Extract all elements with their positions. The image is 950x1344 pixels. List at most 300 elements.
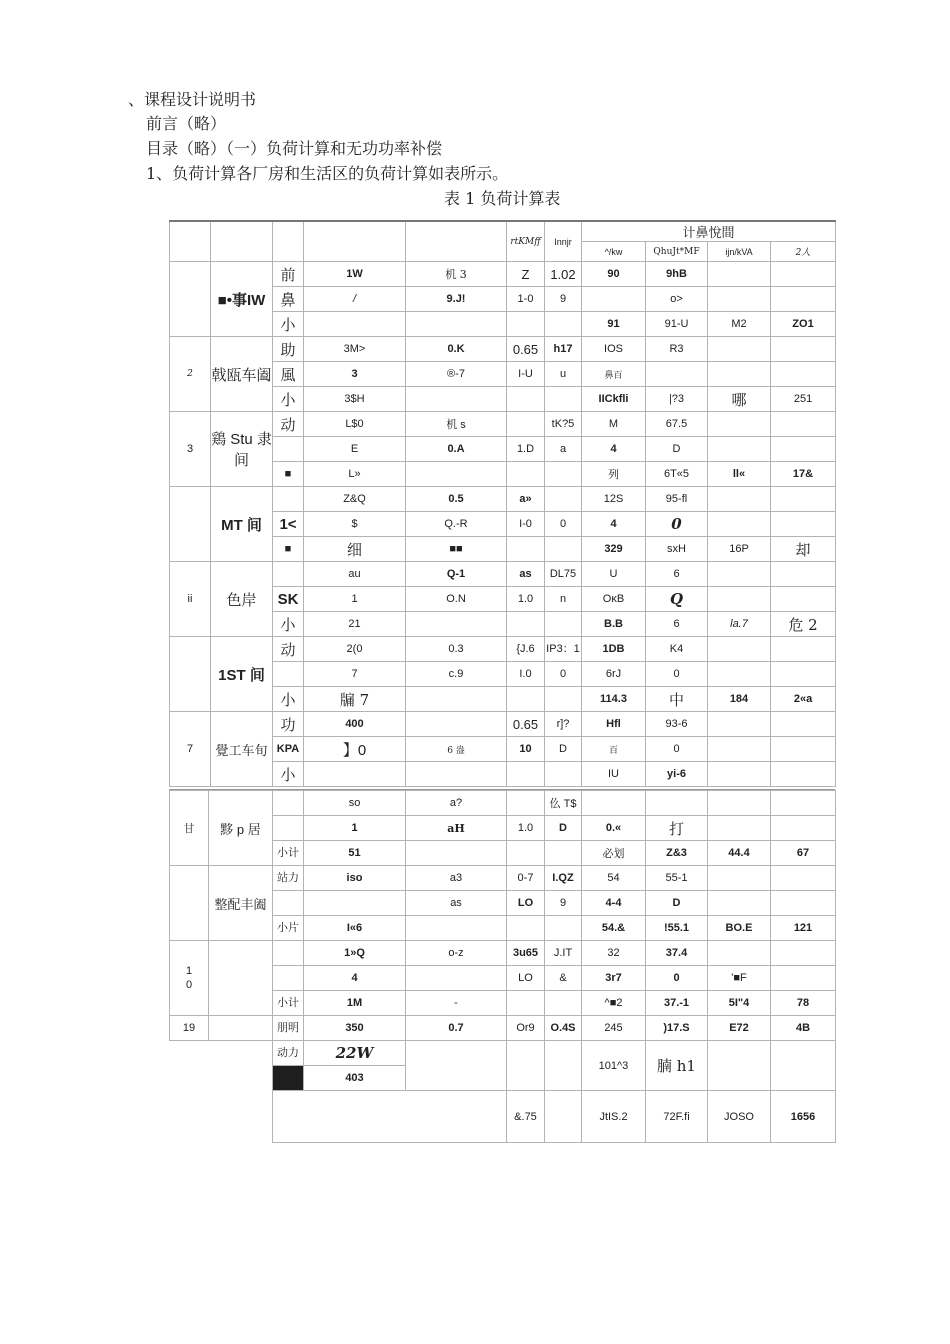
cell: 251 [771,387,836,412]
cell: 1.0 [507,816,545,841]
cell [771,816,836,841]
cell: 牖 7 [304,687,406,712]
cell: c.9 [406,662,507,687]
cell [545,612,582,637]
cell [771,637,836,662]
cell: 0.K [406,337,507,362]
group-name [209,1016,273,1041]
cell: 54.& [582,916,646,941]
cell [771,762,836,787]
cell: I-0 [507,512,545,537]
cell: 3 [304,362,406,387]
cell [708,562,771,587]
cell: 5I"4 [708,991,771,1016]
cell: 7 [304,662,406,687]
cell: !55.1 [646,916,708,941]
cell: 机 3 [406,262,507,287]
cell: a» [507,487,545,512]
header-cell [304,221,406,262]
doc-line-3: 目录（略）（一）负荷计算和无功功率补偿 [146,139,443,158]
row-type: 小 [273,312,304,337]
cell: Z&3 [646,841,708,866]
row-type: 小 [273,387,304,412]
cell: |?3 [646,387,708,412]
cell [304,312,406,337]
cell: 93-6 [646,712,708,737]
cell [646,791,708,816]
cell [771,866,836,891]
cell: n [545,587,582,612]
row-type [273,816,304,841]
cell [545,387,582,412]
row-type [273,941,304,966]
group-no: 3 [170,412,211,487]
cell: LO [507,891,545,916]
cell: 54 [582,866,646,891]
cell [304,891,406,916]
cell: D [545,737,582,762]
cell [771,287,836,312]
cell: as [406,891,507,916]
cell: 腩 h1 [646,1041,708,1091]
cell: BO.E [708,916,771,941]
header-s30: ijn/kVA [708,242,771,262]
cell [582,287,646,312]
load-table-upper [169,220,836,787]
cell: 1.02 [545,262,582,287]
cell: 0.« [582,816,646,841]
cell: 鼻百 [582,362,646,387]
cell: I-U [507,362,545,387]
cell [507,991,545,1016]
cell: ll« [708,462,771,487]
load-table-lower [169,790,836,1143]
header-cell [406,221,507,262]
cell: / [304,287,406,312]
cell [545,687,582,712]
cell: 0 [646,966,708,991]
header-p30: ^/kw [582,242,646,262]
cell: 1W [304,262,406,287]
header-cell [211,221,273,262]
row-type: 小片 [273,916,304,941]
cell [708,412,771,437]
cell: 21 [304,612,406,637]
cell: 打 [646,816,708,841]
cell: 6 [646,562,708,587]
doc-line-1: 、课程设计说明书 [128,90,257,109]
group-no: 19 [170,1016,209,1041]
cell: a [545,437,582,462]
cell: 6T«5 [646,462,708,487]
cell [708,1041,771,1091]
cell [771,587,836,612]
cell [507,537,545,562]
cell [708,662,771,687]
cell [545,762,582,787]
cell: iso [304,866,406,891]
cell: la.7 [708,612,771,637]
cell [545,1041,582,1091]
cell [507,412,545,437]
cell: ■■ [406,537,507,562]
cell: as [507,562,545,587]
cell: O.4S [545,1016,582,1041]
cell: 72F.fi [646,1091,708,1143]
cell [406,612,507,637]
row-type: 动 [273,412,304,437]
row-type: 小 [273,687,304,712]
row-type: 鼻 [273,287,304,312]
row-type [273,487,304,512]
row-type [273,437,304,462]
cell: 101^3 [582,1041,646,1091]
group-name: MT 间 [211,487,273,562]
cell [406,841,507,866]
row-type [273,662,304,687]
cell: 121 [771,916,836,941]
cell: 1.D [507,437,545,462]
cell: 17& [771,462,836,487]
cell: 78 [771,991,836,1016]
cell: 3r7 [582,966,646,991]
cell: 细 [304,537,406,562]
row-type: 前 [273,262,304,287]
cell: 37.-1 [646,991,708,1016]
cell: 4 [304,966,406,991]
cell: '■F [708,966,771,991]
cell: 仫 T$ [545,791,582,816]
cell [545,312,582,337]
cell [507,1041,545,1091]
cell: 67 [771,841,836,866]
group-no: 1 0 [170,941,209,1016]
table-title: 表 1 负荷计算表 [444,189,561,208]
row-type: 小 [273,762,304,787]
cell [582,791,646,816]
row-type: 小计 [273,991,304,1016]
cell [304,762,406,787]
cell: aH [406,816,507,841]
cell: 1M [304,991,406,1016]
cell: 44.4 [708,841,771,866]
row-type: KPA [273,737,304,762]
group-no: 7 [170,712,211,787]
cell [771,966,836,991]
cell: D [646,437,708,462]
cell: 6 盎 [406,737,507,762]
row-type: 动 [273,637,304,662]
cell: 9hB [646,262,708,287]
row-type: 动力 [273,1041,304,1066]
cell: &.75 [507,1091,545,1143]
cell [771,512,836,537]
cell: 3u65 [507,941,545,966]
cell [708,762,771,787]
cell: o> [646,287,708,312]
cell: 3$H [304,387,406,412]
cell: IOS [582,337,646,362]
header-cell [273,221,304,262]
cell: R3 [646,337,708,362]
cell: 51 [304,841,406,866]
group-no: 2 [170,337,211,412]
cell: 400 [304,712,406,737]
cell: 4-4 [582,891,646,916]
cell: Q [646,587,708,612]
cell: yi-6 [646,762,708,787]
cell [708,512,771,537]
cell: E72 [708,1016,771,1041]
cell: a3 [406,866,507,891]
cell [406,462,507,487]
cell [545,1091,582,1143]
cell: 1656 [771,1091,836,1143]
row-type: 站力 [273,866,304,891]
cell: 350 [304,1016,406,1041]
cell [545,462,582,487]
row-type [273,791,304,816]
cell: I.QZ [545,866,582,891]
cell: 4 [582,437,646,462]
cell: 必划 [582,841,646,866]
cell: 10 [507,737,545,762]
cell: DL75 [545,562,582,587]
row-type: SK [273,587,304,612]
group-name: 色岸 [211,562,273,637]
row-type [273,891,304,916]
cell: U [582,562,646,587]
cell [708,487,771,512]
cell: K4 [646,637,708,662]
cell [507,841,545,866]
cell: ^■2 [582,991,646,1016]
cell: 403 [304,1066,406,1091]
group-name: 鶏 Stu 隶间 [211,412,273,487]
cell: OκB [582,587,646,612]
cell: 列 [582,462,646,487]
cell [771,412,836,437]
cell: sxH [646,537,708,562]
header-kx: rtKMff [507,221,545,262]
cell: D [545,816,582,841]
cell: 1 [304,587,406,612]
group-name: 黟 p 居 [209,791,273,866]
cell: 4B [771,1016,836,1041]
cell [545,841,582,866]
cell: 114.3 [582,687,646,712]
cell: B.B [582,612,646,637]
cell [273,1091,507,1143]
group-no: 甘 [170,791,209,866]
cell [507,916,545,941]
cell: JtIS.2 [582,1091,646,1143]
cell [507,762,545,787]
cell: J.IT [545,941,582,966]
row-type: ■ [273,537,304,562]
row-type: 功 [273,712,304,737]
cell: 9.J! [406,287,507,312]
group-name [209,941,273,1016]
cell: 1.0 [507,587,545,612]
cell: au [304,562,406,587]
cell: 9 [545,891,582,916]
row-type: 1< [273,512,304,537]
cell [771,487,836,512]
cell: Q.-R [406,512,507,537]
cell: a? [406,791,507,816]
cell: M [582,412,646,437]
cell: 0.5 [406,487,507,512]
cell [708,791,771,816]
group-no: ii [170,562,211,637]
cell: 22W [304,1041,406,1066]
cell: IICkfli [582,387,646,412]
cell: & [545,966,582,991]
cell [646,362,708,387]
cell: 哪 [708,387,771,412]
cell: 0.7 [406,1016,507,1041]
cell: 2(0 [304,637,406,662]
row-type-dark [273,1066,304,1091]
cell [708,587,771,612]
cell [507,791,545,816]
cell [545,537,582,562]
cell: 9 [545,287,582,312]
cell: 机 s [406,412,507,437]
cell: 0.65 [507,712,545,737]
cell: so [304,791,406,816]
cell [708,941,771,966]
cell: L$0 [304,412,406,437]
group-no [170,866,209,941]
cell: 37.4 [646,941,708,966]
cell: 184 [708,687,771,712]
cell: ®-7 [406,362,507,387]
row-type: 風 [273,362,304,387]
cell [771,891,836,916]
header-group-calc: 计鼻悅間 [582,221,836,242]
cell: )17.S [646,1016,708,1041]
header-i30: 2人 [771,242,836,262]
header-cos: Innjr [545,221,582,262]
cell: IP3：1 [545,637,582,662]
header-q30: QhuJt*MF [646,242,708,262]
header-cell [170,221,211,262]
cell: L» [304,462,406,487]
cell: D [646,891,708,916]
cell [406,687,507,712]
cell: 55-1 [646,866,708,891]
doc-line-2: 前言（略） [146,114,227,133]
cell [708,712,771,737]
row-type [273,966,304,991]
cell [771,712,836,737]
cell: 329 [582,537,646,562]
cell [406,762,507,787]
cell [771,362,836,387]
cell [771,791,836,816]
cell: h17 [545,337,582,362]
cell: 1 [304,816,406,841]
cell: 3M> [304,337,406,362]
cell: 91-U [646,312,708,337]
group-name: 1ST 间 [211,637,273,712]
cell: o-z [406,941,507,966]
cell [545,916,582,941]
group-name: 戟瓯车阖 [211,337,273,412]
cell: 2«a [771,687,836,712]
cell: 1»Q [304,941,406,966]
cell [406,1041,507,1091]
total-label [170,1041,273,1143]
cell [507,687,545,712]
group-no [170,262,211,337]
cell [507,312,545,337]
cell [545,991,582,1016]
cell [771,737,836,762]
cell: E [304,437,406,462]
cell: 0-7 [507,866,545,891]
cell: 0 [545,512,582,537]
cell: 0.3 [406,637,507,662]
cell [771,662,836,687]
cell: 0 [646,662,708,687]
cell: Z&Q [304,487,406,512]
row-type: 朋明 [273,1016,304,1041]
cell: r]? [545,712,582,737]
cell [708,262,771,287]
cell [406,966,507,991]
cell: Hfl [582,712,646,737]
cell [771,1041,836,1091]
cell [507,387,545,412]
cell: JOSO [708,1091,771,1143]
row-type: 助 [273,337,304,362]
doc-line-4: 1、负荷计算各厂房和生活区的负荷计算如表所示。 [146,164,509,183]
cell: ZO1 [771,312,836,337]
group-name: 整配丰阖 [209,866,273,941]
cell: 危 2 [771,612,836,637]
cell [708,737,771,762]
cell: 1-0 [507,287,545,312]
row-type: 小计 [273,841,304,866]
cell [708,362,771,387]
cell [708,891,771,916]
cell: 6rJ [582,662,646,687]
group-no [170,637,211,712]
cell: 0.65 [507,337,545,362]
cell: tK?5 [545,412,582,437]
cell: I«6 [304,916,406,941]
cell [406,312,507,337]
cell [771,262,836,287]
cell [406,712,507,737]
cell: Z [507,262,545,287]
cell: 中 [646,687,708,712]
row-type [273,562,304,587]
cell: 245 [582,1016,646,1041]
cell [507,462,545,487]
cell: 0 [646,737,708,762]
cell: 百 [582,737,646,762]
row-type: ■ [273,462,304,487]
cell [771,337,836,362]
cell: Q-1 [406,562,507,587]
cell: LO [507,966,545,991]
cell: 16P [708,537,771,562]
cell [708,337,771,362]
